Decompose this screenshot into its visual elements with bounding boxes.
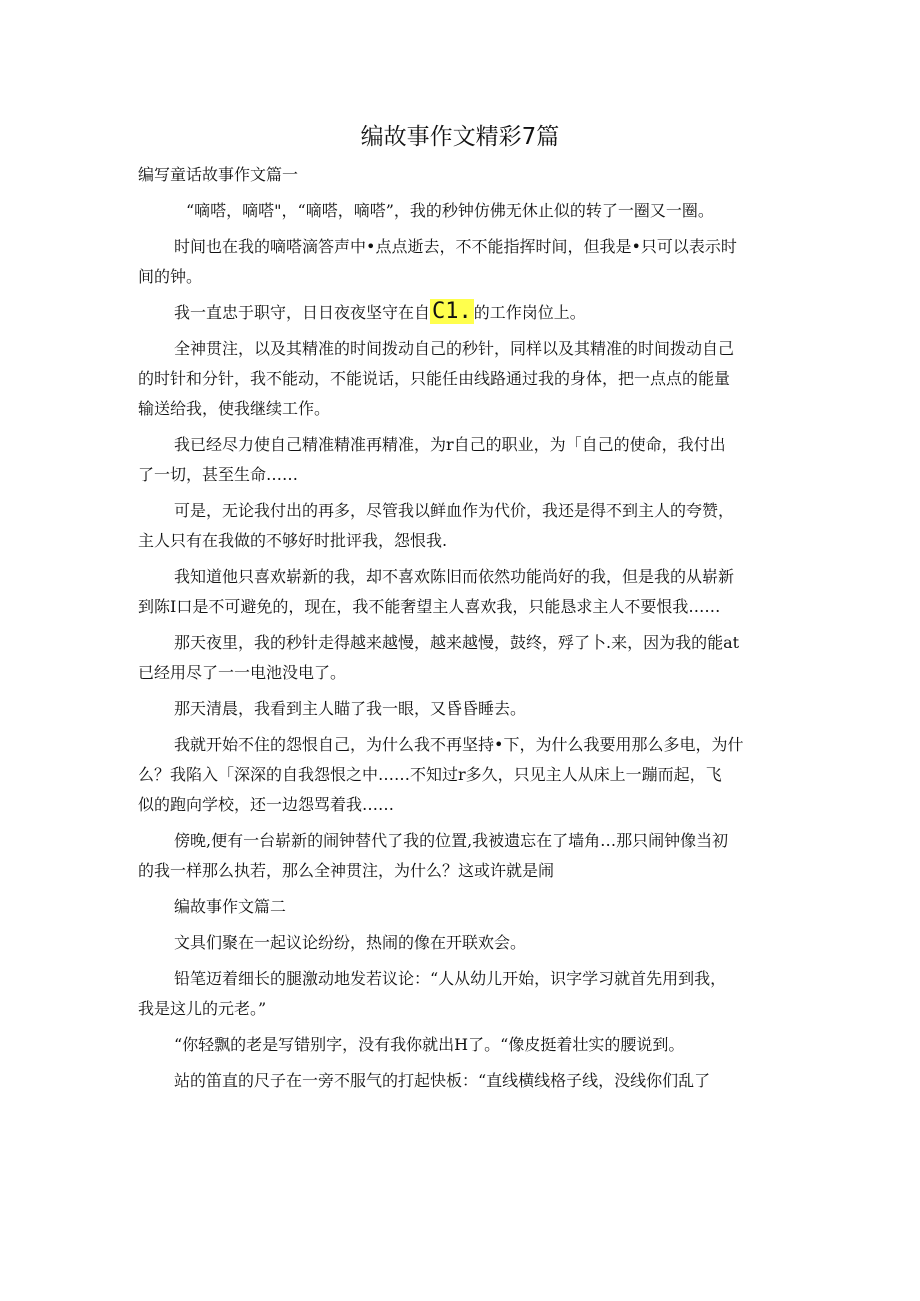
text-line: 铅笔迈着细长的腿激动地发若议论：“人从幼儿开始，识字学习就首先用到我， [174,969,727,988]
text-line: 已经用尽了一一电池没电了。 [138,663,347,682]
paragraph [138,964,778,1024]
text-line: 到陈I口是不可避免的，现在，我不能奢望主人喜欢我，只能恳求主人不要恨我…… [138,597,721,616]
text-line: 时间也在我的嘀嗒滴答声中•点点逝去，不不能指挥时间，但我是•只可以表示时 [174,237,737,256]
paragraph [138,730,778,820]
paragraph [138,430,778,490]
paragraph [138,232,778,292]
text-line: 那天清晨，我看到主人瞄了我一眼，又昏昏睡去。 [174,699,527,718]
paragraph [138,1066,778,1096]
text-line: 主人只有在我做的不够好时批评我，怨恨我. [138,531,448,550]
section-heading [138,160,778,190]
text-line: 编写童话故事作文篇一 [138,165,299,184]
text-line: “你轻飘的老是写错别字，没有我你就出H了。“像皮挺着壮实的腰说到。 [174,1035,685,1054]
paragraph [138,826,778,886]
text-line: 我知道他只喜欢崭新的我，却不喜欢陈旧而依然功能尚好的我，但是我的从崭新 [174,567,735,586]
paragraph [138,694,778,724]
text-segment: 的工作岗位上。 [473,303,586,322]
text-line: 那天夜里，我的秒针走得越来越慢，越来越慢，鼓终，殍了卜.来，因为我的能at [174,633,740,652]
paragraph [138,334,778,424]
document-title: 编故事作文精彩7篇 [360,124,560,150]
document-body [138,160,778,1102]
text-line: 编故事作文篇二 [174,897,287,916]
text-line [138,298,778,328]
text-line: 可是，无论我付出的再多，尽管我以鲜血作为代价，我还是得不到主人的夸赞， [174,501,735,520]
text-line: 文具们聚在一起议论纷纷，热闹的像在开联欢会。 [174,933,527,952]
text-line: “嘀嗒，嘀嗒"，“嘀嗒，嘀嗒”，我的秒钟仿佛无休止似的转了一圈又一圈。 [186,201,714,220]
text-line: 傍晚,便有一台崭新的闹钟替代了我的位置,我被遗忘在了墙角…那只闹钟像当初 [174,831,729,850]
text-line: 了一切，甚至生命…… [138,465,299,484]
text-line: 间的钟。 [138,267,203,286]
text-segment: 我一直忠于职守，日日夜夜坚守在自 [174,303,431,322]
paragraph [138,496,778,556]
paragraph [138,196,778,226]
text-line: 我已经尽力使自己精准精准再精准，为r自己的职业，为「自己的使命，我付出 [174,435,726,454]
text-line: 我是这儿的元老。” [138,999,267,1018]
paragraph [138,628,778,688]
paragraph [138,928,778,958]
text-line: 似的跑向学校，还一边怨骂着我…… [138,795,395,814]
text-line: 的我一样那么执若，那么全神贯注，为什么？这或许就是闹 [138,861,555,880]
text-line: 我就开始不住的怨恨自己，为什么我不再坚持•下，为什么我要用那么多电，为什 [174,735,744,754]
paragraph [138,562,778,622]
text-line: 么？我陷入「深深的自我怨恨之中……不知过r多久，只见主人从床上一蹦而起，飞 [138,765,722,784]
paragraph [138,298,778,328]
text-line: 的时针和分针，我不能动，不能说话，只能任由线路通过我的身体，把一点点的能量 [138,369,731,388]
text-line: 全神贯注，以及其精准的时间拨动自己的秒针，同样以及其精准的时间拨动自己 [174,339,735,358]
highlighted-text: C1. [432,299,472,324]
section-heading [138,892,778,922]
text-line: 输送给我，使我继续工作。 [138,399,331,418]
paragraph [138,1030,778,1060]
text-line: 站的笛直的尺子在一旁不服气的打起快板：“直线横线格子线，没线你们乱了 [174,1071,711,1090]
